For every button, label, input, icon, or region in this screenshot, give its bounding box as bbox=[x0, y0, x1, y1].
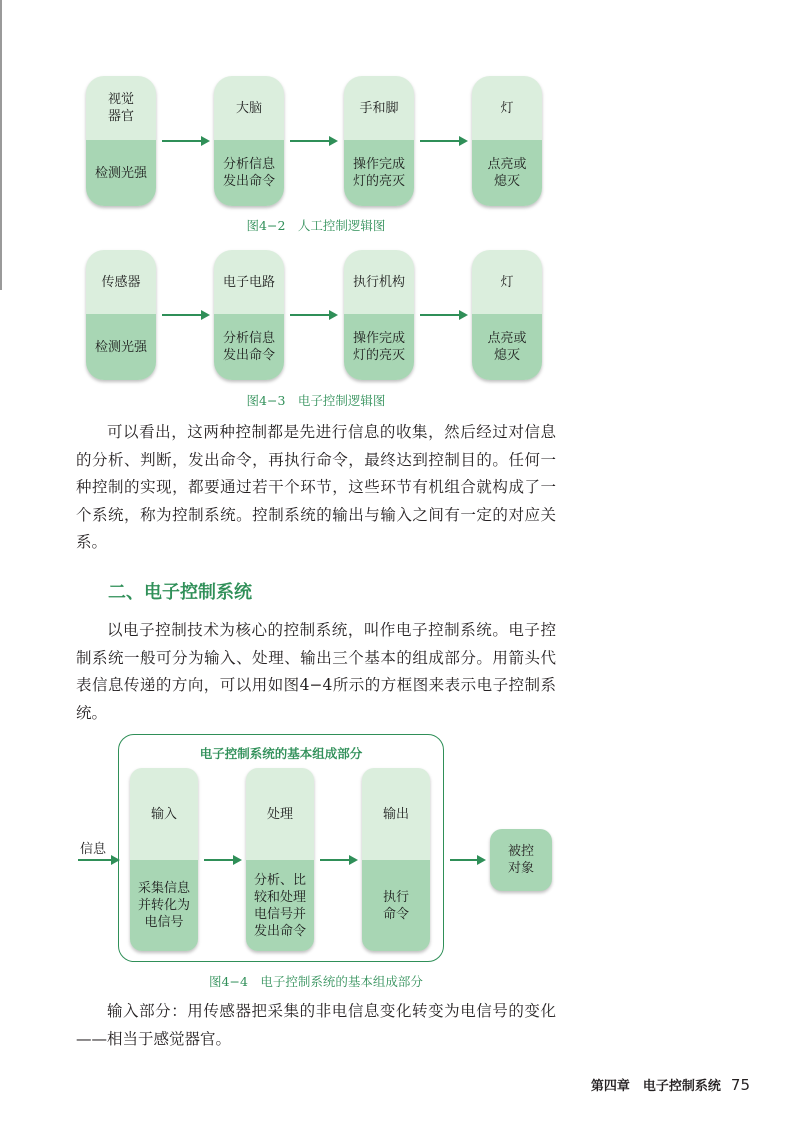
flow-arrow bbox=[320, 855, 358, 865]
flow-block bbox=[472, 76, 542, 206]
paragraph-text: 输入部分：用传感器把采集的非电信息变化转变为电信号的变化——相当于感觉器官。 bbox=[76, 1002, 556, 1048]
block-top-label: 输入 bbox=[150, 806, 177, 822]
block-bottom-label: 执行 命令 bbox=[362, 860, 430, 951]
flow-block bbox=[362, 768, 430, 951]
block-top-label: 处理 bbox=[266, 806, 293, 822]
block-bottom-label: 分析、比 较和处理 电信号并 发出命令 bbox=[246, 860, 314, 951]
flow-arrow bbox=[290, 310, 338, 320]
block-top-label: 大脑 bbox=[235, 100, 262, 116]
block-top-label: 输出 bbox=[382, 806, 409, 822]
paragraph-text: 以电子控制技术为核心的控制系统，叫作电子控制系统。电子控制系统一般可分为输入、处理、输出三个基本的组成部分。用箭头代表信息传递的方向，可以用如图4−4所示的方框图来表示电子控制系统。 bbox=[76, 621, 556, 722]
flow-arrow bbox=[162, 136, 210, 146]
flow-block bbox=[214, 250, 284, 380]
flow-block bbox=[214, 76, 284, 206]
flow-block bbox=[130, 768, 198, 951]
flow-block bbox=[246, 768, 314, 951]
block-top-label: 灯 bbox=[500, 274, 514, 290]
flow-arrow bbox=[420, 136, 468, 146]
block-bottom-label: 分析信息 发出命令 bbox=[214, 140, 284, 206]
block-top-label: 灯 bbox=[500, 100, 514, 116]
body-paragraph bbox=[76, 998, 556, 1053]
flow-arrow bbox=[420, 310, 468, 320]
block-top-label: 电子电路 bbox=[222, 274, 275, 290]
flow-arrow bbox=[290, 136, 338, 146]
block-top-label: 传感器 bbox=[101, 274, 141, 290]
figure-caption: 图4−2 人工控制逻辑图 bbox=[246, 218, 386, 233]
section-heading: 二、电子控制系统 bbox=[108, 582, 252, 603]
controlled-object-block: 被控 对象 bbox=[490, 829, 552, 891]
chapter-title: 第四章 电子控制系统 bbox=[590, 1079, 721, 1094]
body-paragraph bbox=[76, 617, 556, 727]
flow-arrow bbox=[450, 855, 486, 865]
flow-block bbox=[86, 250, 156, 380]
block-bottom-label: 操作完成 灯的亮灭 bbox=[344, 314, 414, 380]
block-bottom-label: 检测光强 bbox=[86, 314, 156, 380]
flow-arrow bbox=[204, 855, 242, 865]
figure-caption: 图4−3 电子控制逻辑图 bbox=[246, 393, 386, 408]
block-top-label: 手和脚 bbox=[359, 100, 399, 116]
block-top-label: 执行机构 bbox=[352, 274, 405, 290]
block-bottom-label: 操作完成 灯的亮灭 bbox=[344, 140, 414, 206]
page-footer bbox=[591, 1075, 750, 1094]
flow-arrow bbox=[162, 310, 210, 320]
block-bottom-label: 点亮或 熄灭 bbox=[472, 314, 542, 380]
paragraph-text: 可以看出，这两种控制都是先进行信息的收集，然后经过对信息的分析、判断，发出命令，再执行命令，最终达到控制目的。任何一种控制的实现，都要通过若干个环节，这些环节有机组合就构成了一个系统，称为控制系统。控制系统的输出与输入之间有一定的对应关系。 bbox=[76, 423, 556, 551]
frame-title: 电子控制系统的基本组成部分 bbox=[199, 746, 363, 761]
flow-block bbox=[344, 250, 414, 380]
input-label: 信息 bbox=[80, 842, 107, 857]
figure-caption: 图4−4 电子控制系统的基本组成部分 bbox=[209, 974, 423, 989]
block-top-label: 视觉 器官 bbox=[107, 92, 134, 124]
block-bottom-label: 检测光强 bbox=[86, 140, 156, 206]
flow-block bbox=[344, 76, 414, 206]
page-number: 75 bbox=[730, 1076, 750, 1094]
block-bottom-label: 点亮或 熄灭 bbox=[472, 140, 542, 206]
page-edge-mark bbox=[0, 0, 2, 290]
block-bottom-label: 采集信息 并转化为 电信号 bbox=[130, 860, 198, 951]
flow-block bbox=[86, 76, 156, 206]
flow-block bbox=[472, 250, 542, 380]
flow-arrow bbox=[78, 855, 120, 865]
body-paragraph bbox=[76, 419, 556, 557]
block-bottom-label: 分析信息 发出命令 bbox=[214, 314, 284, 380]
